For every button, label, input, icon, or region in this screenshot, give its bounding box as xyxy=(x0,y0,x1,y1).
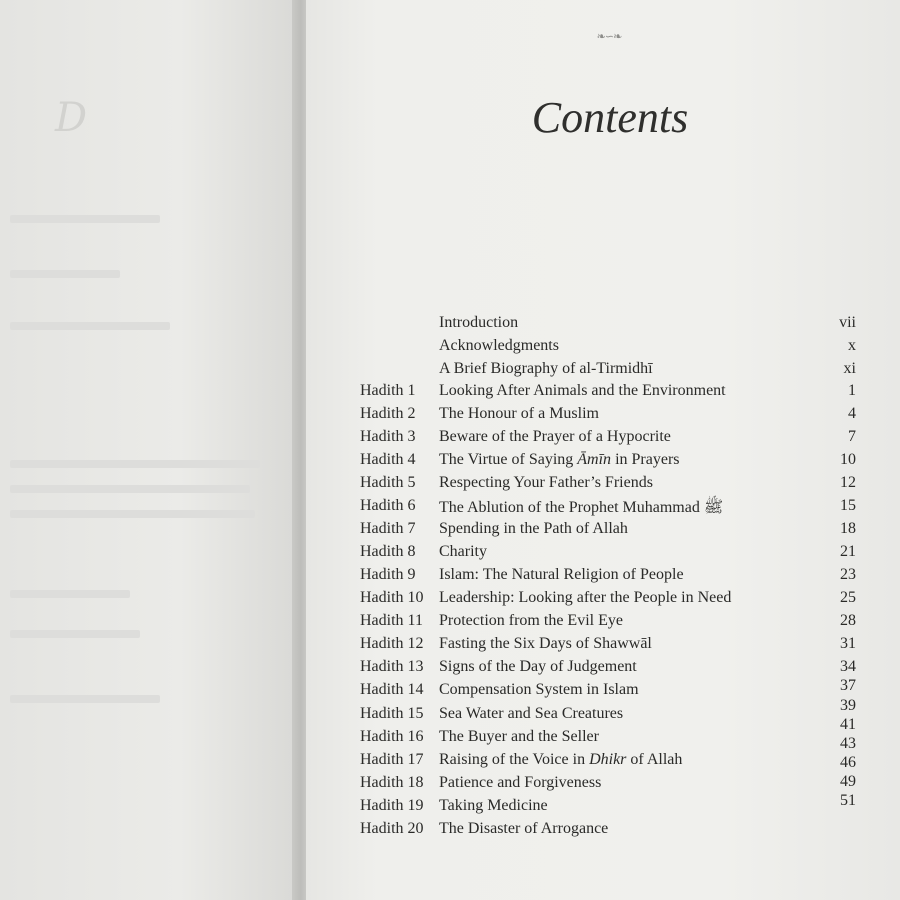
hadith-number: Hadith 7 xyxy=(360,520,416,537)
page-number: 4 xyxy=(848,405,856,422)
hadith-number: Hadith 13 xyxy=(360,658,424,675)
toc-entry xyxy=(360,382,860,404)
entry-title: Islam: The Natural Religion of People xyxy=(439,566,684,583)
hadith-number: Hadith 3 xyxy=(360,428,416,445)
page-number: 21 xyxy=(840,543,856,560)
entry-title: Acknowledgments xyxy=(439,337,559,354)
entry-title: Signs of the Day of Judgement xyxy=(439,658,637,675)
page-number: 41 xyxy=(840,716,856,733)
toc-entry xyxy=(360,716,860,750)
hadith-number: Hadith 18 xyxy=(360,774,424,791)
hadith-number: Hadith 16 xyxy=(360,728,424,745)
bleed-through-text: D xyxy=(55,95,88,141)
page-number: 39 xyxy=(840,697,856,714)
toc-entry xyxy=(360,451,860,473)
entry-title: Beware of the Prayer of a Hypocrite xyxy=(439,428,671,445)
hadith-number: Hadith 1 xyxy=(360,382,416,399)
page-number: 12 xyxy=(840,474,856,491)
page-number: 10 xyxy=(840,451,856,468)
entry-title: Raising of the Voice in Dhikr of Allah xyxy=(439,751,683,768)
hadith-number: Hadith 11 xyxy=(360,612,423,629)
flourish-ornament: ❧∽❧ xyxy=(596,30,622,43)
hadith-number: Hadith 10 xyxy=(360,589,424,606)
page-number: x xyxy=(848,337,856,354)
toc-entry xyxy=(360,360,860,382)
page-number: 7 xyxy=(848,428,856,445)
hadith-number: Hadith 8 xyxy=(360,543,416,560)
hadith-number: Hadith 5 xyxy=(360,474,416,491)
entry-title: Introduction xyxy=(439,314,519,331)
page-number: 51 xyxy=(840,792,856,809)
hadith-number: Hadith 19 xyxy=(360,797,424,814)
page-number: xi xyxy=(843,360,856,377)
toc-entry xyxy=(360,635,860,657)
toc-entry xyxy=(360,314,860,336)
hadith-number: Hadith 15 xyxy=(360,705,424,722)
toc-entry xyxy=(360,520,860,542)
toc-entry xyxy=(360,589,860,611)
entry-title: Respecting Your Father’s Friends xyxy=(439,474,653,491)
page-title: Contents xyxy=(531,93,689,142)
hadith-number: Hadith 4 xyxy=(360,451,416,468)
hadith-number: Hadith 2 xyxy=(360,405,416,422)
hadith-number: Hadith 20 xyxy=(360,820,424,837)
entry-title: Protection from the Evil Eye xyxy=(439,612,623,629)
toc-entry xyxy=(360,474,860,496)
toc-entry xyxy=(360,697,860,727)
toc-entry xyxy=(360,337,860,359)
entry-title: Compensation System in Islam xyxy=(439,681,639,698)
entry-title: The Virtue of Saying Āmīn in Prayers xyxy=(439,451,680,468)
page-number: 18 xyxy=(840,520,856,537)
page-number: 34 xyxy=(840,658,856,675)
page-number: 49 xyxy=(840,773,856,790)
entry-title: Sea Water and Sea Creatures xyxy=(439,705,624,722)
page-number: vii xyxy=(839,314,856,331)
page-number: 25 xyxy=(840,589,856,606)
toc-entry xyxy=(360,677,860,703)
entry-title: Looking After Animals and the Environment xyxy=(439,382,726,399)
hadith-number: Hadith 12 xyxy=(360,635,424,652)
page-number: 23 xyxy=(840,566,856,583)
hadith-number: Hadith 6 xyxy=(360,497,416,514)
entry-title: Leadership: Looking after the People in Need xyxy=(439,589,732,606)
entry-title: The Disaster of Arrogance xyxy=(439,820,609,837)
toc-entry xyxy=(360,405,860,427)
hadith-number: Hadith 14 xyxy=(360,681,424,698)
page-number: 31 xyxy=(840,635,856,652)
page-number: 43 xyxy=(840,735,856,752)
entry-title: The Buyer and the Seller xyxy=(439,728,599,745)
entry-title: Taking Medicine xyxy=(439,797,548,814)
page-number: 1 xyxy=(848,382,856,399)
entry-title: The Honour of a Muslim xyxy=(439,405,599,422)
toc-entry xyxy=(360,497,860,519)
entry-title: Charity xyxy=(439,543,487,560)
page-number: 37 xyxy=(840,677,856,694)
toc-entry xyxy=(360,566,860,588)
entry-title: A Brief Biography of al-Tirmidhī xyxy=(439,360,653,377)
entry-title: Fasting the Six Days of Shawwāl xyxy=(439,635,652,652)
entry-title: Patience and Forgiveness xyxy=(439,774,602,791)
entry-title: Spending in the Path of Allah xyxy=(439,520,628,537)
toc-entry xyxy=(360,428,860,450)
page-number: 15 xyxy=(840,497,856,514)
toc-entry xyxy=(360,612,860,634)
page-number: 28 xyxy=(840,612,856,629)
hadith-number: Hadith 17 xyxy=(360,751,424,768)
entry-title: The Ablution of the Prophet Muhammad ﷺ xyxy=(439,499,724,516)
toc-entry xyxy=(360,658,860,680)
toc-entry xyxy=(360,543,860,565)
hadith-number: Hadith 9 xyxy=(360,566,416,583)
page-number: 46 xyxy=(840,754,856,771)
